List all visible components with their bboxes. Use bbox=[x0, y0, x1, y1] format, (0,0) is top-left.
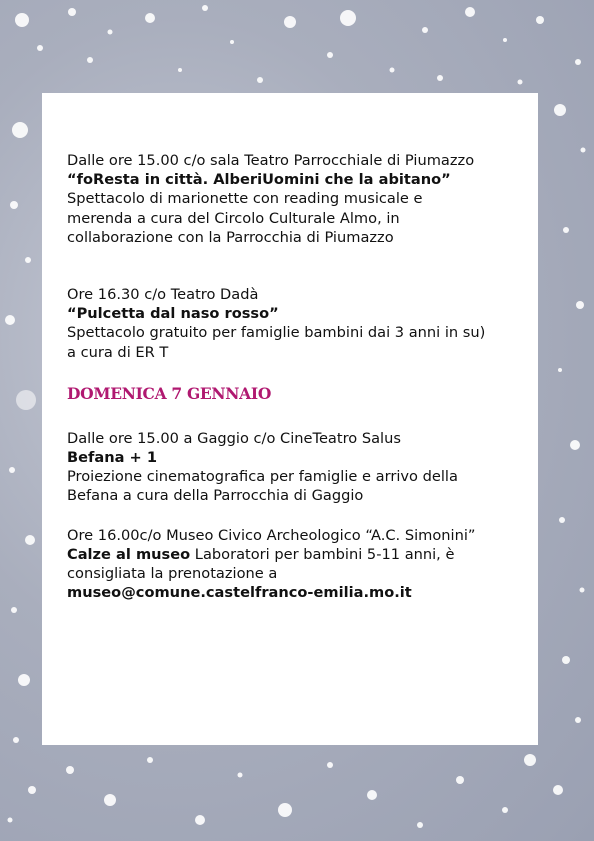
event-description: Laboratori per bambini 5-11 anni, è bbox=[190, 545, 455, 563]
section-heading-date: DOMENICA 7 GENNAIO bbox=[67, 383, 272, 403]
event-foresta bbox=[67, 151, 527, 247]
event-description: consigliata la prenotazione a bbox=[67, 565, 278, 583]
event-title: “foResta in città. AlberiUomini che la abitano” bbox=[67, 171, 451, 189]
event-calze-museo bbox=[67, 526, 527, 603]
event-description: Proiezione cinematografica per famiglie e arrivo della bbox=[67, 468, 458, 486]
event-description: Spettacolo gratuito per famiglie bambini dai 3 anni in su) bbox=[67, 324, 486, 342]
event-pulcetta bbox=[67, 285, 527, 362]
event-description: Spettacolo di marionette con reading musicale e bbox=[67, 190, 423, 208]
event-title: “Pulcetta dal naso rosso” bbox=[67, 305, 279, 323]
event-description: collaborazione con la Parrocchia di Piumazzo bbox=[67, 228, 394, 246]
event-time-place: Dalle ore 15.00 c/o sala Teatro Parrocchiale di Piumazzo bbox=[67, 152, 475, 169]
event-title-line bbox=[67, 545, 527, 564]
event-time-place: Ore 16.30 c/o Teatro Dadà bbox=[67, 286, 259, 304]
event-description: a cura di ER T bbox=[67, 343, 169, 361]
contact-email[interactable]: museo@comune.castelfranco-emilia.mo.it bbox=[67, 584, 412, 602]
event-description: merenda a cura del Circolo Culturale Almo, in bbox=[67, 209, 400, 227]
content-card bbox=[42, 93, 538, 745]
event-time-place: Ore 16.00c/o Museo Civico Archeologico “A.C. Simonini” bbox=[67, 526, 476, 544]
event-time-place: Dalle ore 15.00 a Gaggio c/o CineTeatro Salus bbox=[67, 429, 401, 447]
event-title: Befana + 1 bbox=[67, 449, 157, 467]
event-befana bbox=[67, 429, 527, 506]
event-list bbox=[67, 151, 527, 602]
event-description: Befana a cura della Parrocchia di Gaggio bbox=[67, 487, 364, 505]
event-title: Calze al museo bbox=[67, 545, 191, 563]
